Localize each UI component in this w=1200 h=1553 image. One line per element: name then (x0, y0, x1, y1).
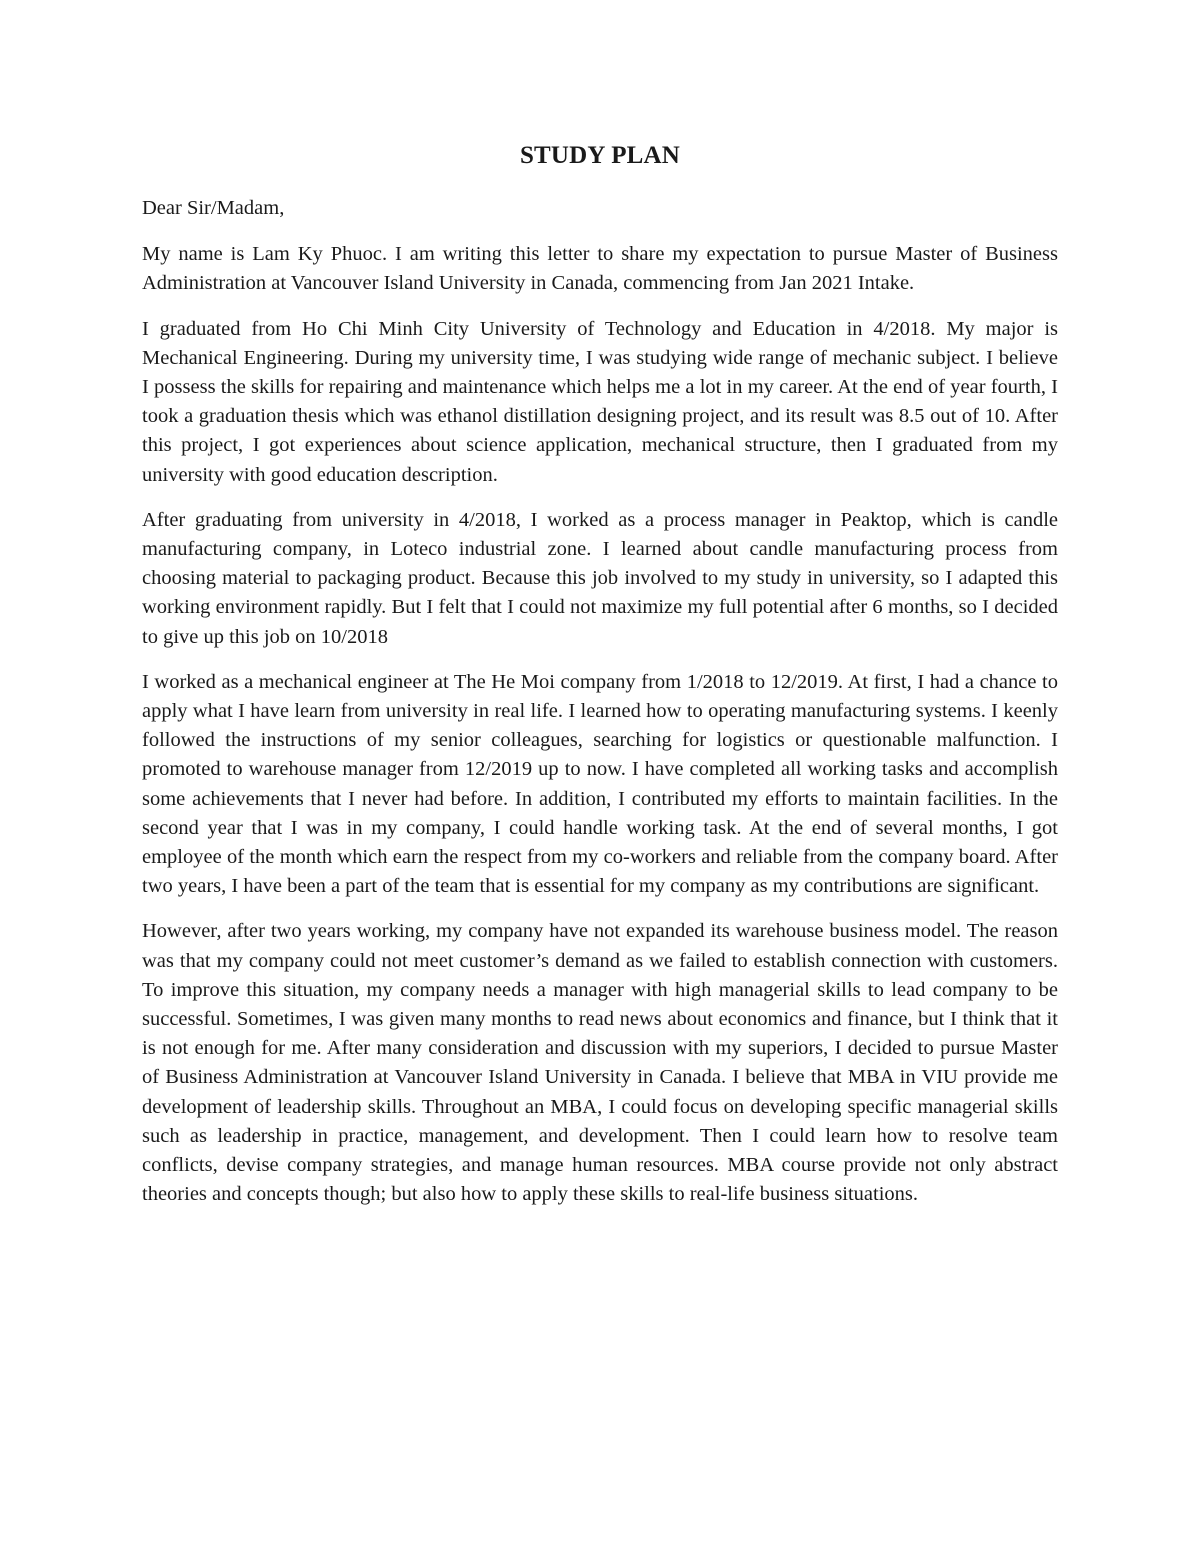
document-title: STUDY PLAN (519, 142, 681, 169)
paragraph-second-job: I worked as a mechanical engineer at The He Moi company from 1/2018 to 12/2019. At first, I had a chance to apply what I have learn from university in real life. I learned how to operating manufacturing systems. I keenly followed the instructions of my senior colleagues, searching for logistics or questionable malfunction. I promoted to warehouse manager from 12/2019 up to now. I have completed all working tasks and accomplish some achievements that I never had before. In addition, I contributed my efforts to maintain facilities. In the second year that I was in my company, I could handle working task. At the end of several months, I got employee of the month which earn the respect from my co-workers and reliable from the company board. After two years, I have been a part of the team that is essential for my company as my contributions are significant. (142, 670, 1058, 898)
paragraph-first-job: After graduating from university in 4/2018, I worked as a process manager in Peaktop, which is candle manufacturing company, in Loteco industrial zone. I learned about candle manufacturing process from choosing material to packaging product. Because this job involved to my study in university, so I adapted this working environment rapidly. But I felt that I could not maximize my full potential after 6 months, so I decided to give up this job on 10/2018 (142, 508, 1058, 648)
paragraph-education: I graduated from Ho Chi Minh City University of Technology and Education in 4/2018. My major is Mechanical Engineering. During my university time, I was studying wide range of mechanic subject. I believe I possess the skills for repairing and maintenance which helps me a lot in my career. At the end of year fourth, I took a graduation thesis which was ethanol distillation designing project, and its result was 8.5 out of 10. After this project, I got experiences about science application, mechanical structure, then I graduated from my university with good education description. (142, 317, 1058, 486)
salutation: Dear Sir/Madam, (142, 197, 285, 219)
paragraph-introduction: My name is Lam Ky Phuoc. I am writing this letter to share my expectation to pursue Master of Business Administration at Vancouver Island University in Canada, commencing from Jan 2021 Intake. (142, 243, 1058, 295)
paragraph-motivation: However, after two years working, my company have not expanded its warehouse business model. The reason was that my company could not meet customer’s demand as we failed to establish connection with customers. To improve this situation, my company needs a manager with high managerial skills to lead company to be successful. Sometimes, I was given many months to read news about economics and finance, but I think that it is not enough for me. After many consideration and discussion with my superiors, I decided to pursue Master of Business Administration at Vancouver Island University in Canada. I believe that MBA in VIU provide me development of leadership skills. Throughout an MBA, I could focus on developing specific managerial skills such as leadership in practice, management, and development. Then I could learn how to resolve team conflicts, devise company strategies, and manage human resources. MBA course provide not only abstract theories and concepts though; but also how to apply these skills to real-life business situations. (142, 920, 1058, 1206)
document-page (142, 140, 1058, 1210)
